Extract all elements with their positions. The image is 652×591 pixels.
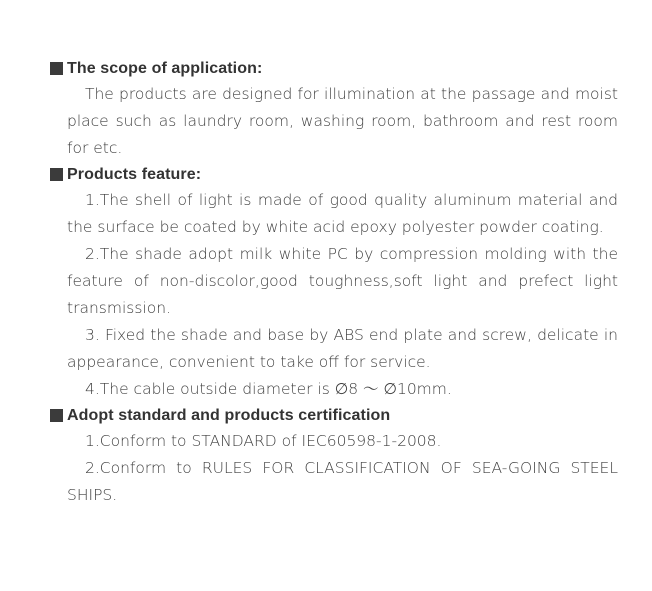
section-title: Products feature: <box>67 165 202 183</box>
section-heading-scope <box>50 56 618 81</box>
section-heading-standards <box>50 403 618 428</box>
feature-paragraph-2: 2.The shade adopt milk white PC by compression molding with the feature of non-discolor,good toughness,soft light and prefect light transmission. <box>67 245 618 317</box>
section-title: Adopt standard and products certification <box>67 406 391 424</box>
feature-paragraph-4: 4.The cable outside diameter is ∅8 ～ ∅10mm. <box>85 380 452 398</box>
feature-paragraph-3: 3. Fixed the shade and base by ABS end plate and screw, delicate in appearance, convenient to take off for service. <box>67 326 618 371</box>
square-bullet-icon <box>50 168 63 181</box>
square-bullet-icon <box>50 409 63 422</box>
square-bullet-icon <box>50 62 63 75</box>
section-title: The scope of application: <box>67 59 263 77</box>
feature-paragraph-1: 1.The shell of light is made of good quality aluminum material and the surface be coated by white acid epoxy polyester powder coating. <box>67 191 618 236</box>
standard-paragraph-1: 1.Conform to STANDARD of IEC60598-1-2008. <box>85 432 442 450</box>
standard-paragraph-2: 2.Conform to RULES FOR CLASSIFICATION OF SEA-GOING STEEL SHIPS. <box>67 459 618 504</box>
document-body <box>50 56 618 509</box>
section-heading-features <box>50 162 618 187</box>
scope-paragraph: The products are designed for illumination at the passage and moist place such as laundry room, washing room, bathroom and rest room for etc. <box>67 85 618 157</box>
